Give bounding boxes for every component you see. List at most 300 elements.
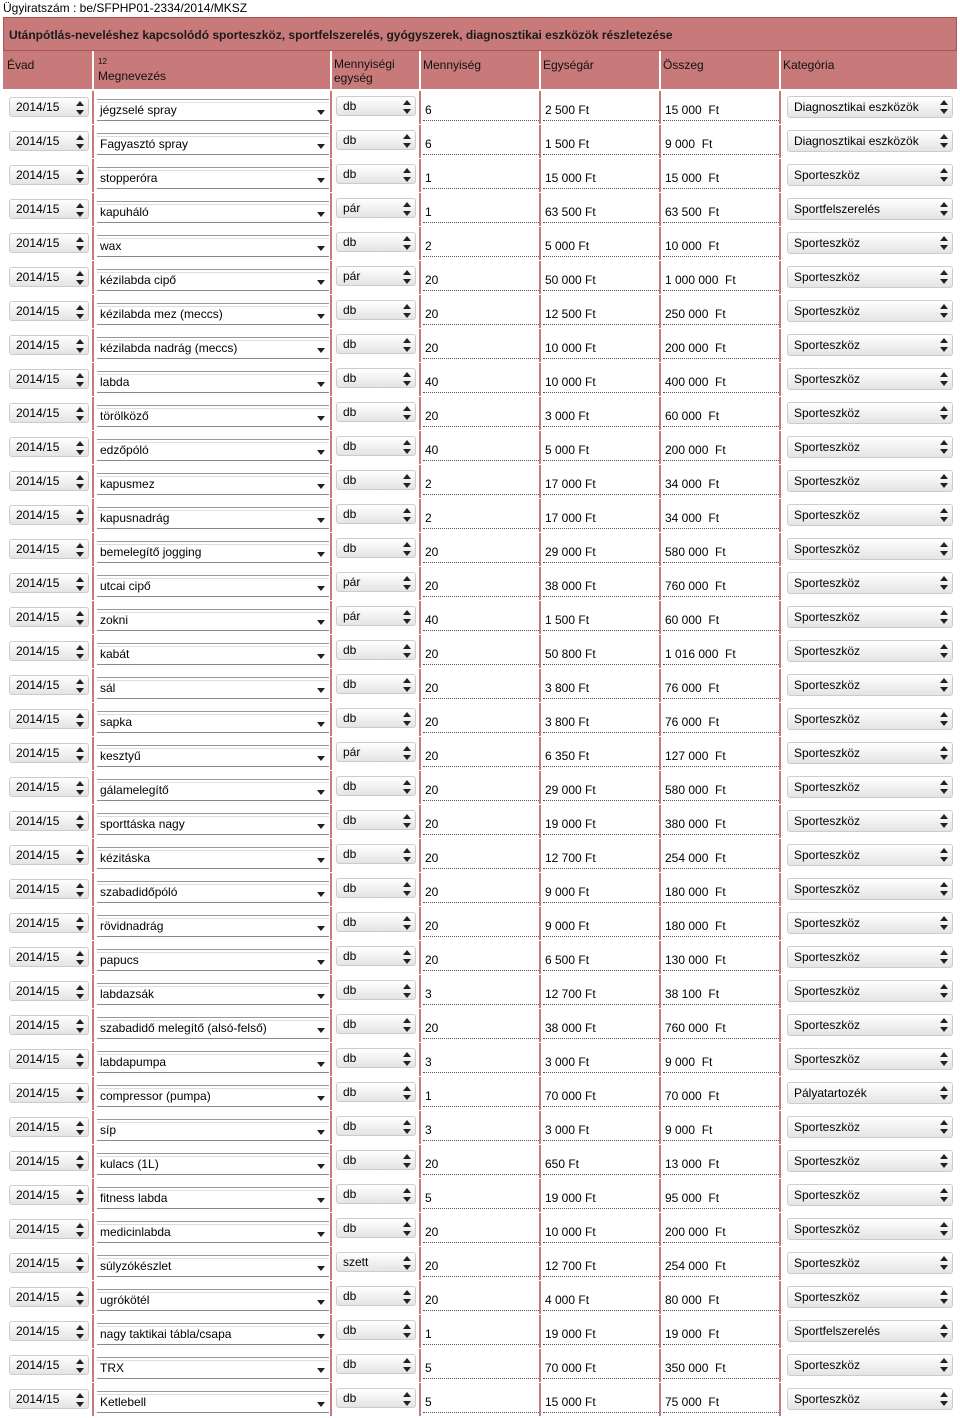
quantity-field[interactable]: 2 (423, 507, 539, 529)
unit-select[interactable]: db (336, 1218, 416, 1238)
category-select[interactable]: Sporteszköz (787, 572, 953, 594)
unit-select[interactable]: db (336, 1116, 416, 1136)
unit-select[interactable]: db (336, 300, 416, 320)
unit-price-field[interactable]: 3 000 Ft (543, 1119, 659, 1141)
unit-price-field[interactable]: 1 500 Ft (543, 133, 659, 155)
quantity-field[interactable]: 5 (423, 1187, 539, 1209)
quantity-field[interactable]: 20 (423, 881, 539, 903)
unit-price-field[interactable]: 650 Ft (543, 1153, 659, 1175)
unit-select[interactable]: db (336, 912, 416, 932)
category-select[interactable]: Sporteszköz (787, 1150, 953, 1172)
item-name-dropdown[interactable]: nagy taktikai tábla/csapa (97, 1323, 329, 1345)
item-name-dropdown[interactable]: törölköző (97, 405, 329, 427)
category-select[interactable]: Sporteszköz (787, 1184, 953, 1206)
item-name-dropdown[interactable]: kesztyű (97, 745, 329, 767)
season-select[interactable]: 2014/15 (9, 913, 89, 933)
unit-price-field[interactable]: 12 700 Ft (543, 1255, 659, 1277)
unit-price-field[interactable]: 4 000 Ft (543, 1289, 659, 1311)
unit-select[interactable]: db (336, 96, 416, 116)
unit-select[interactable]: szett (336, 1252, 416, 1272)
category-select[interactable]: Sporteszköz (787, 878, 953, 900)
unit-price-field[interactable]: 3 000 Ft (543, 405, 659, 427)
cell-name (94, 227, 332, 260)
unit-select[interactable]: pár (336, 742, 416, 762)
item-name-dropdown[interactable]: gálamelegítő (97, 779, 329, 801)
unit-select[interactable]: db (336, 334, 416, 354)
category-select[interactable]: Sporteszköz (787, 810, 953, 832)
quantity-field[interactable]: 20 (423, 677, 539, 699)
item-name-dropdown[interactable]: szabadidő melegítő (alsó-felső) (97, 1017, 329, 1039)
category-select[interactable]: Sporteszköz (787, 504, 953, 526)
unit-select[interactable]: db (336, 810, 416, 830)
cell-evad (3, 635, 94, 668)
cell-unit (332, 1315, 421, 1348)
season-select[interactable]: 2014/15 (9, 845, 89, 865)
unit-price-field[interactable]: 3 800 Ft (543, 677, 659, 699)
header-osszeg: Összeg (661, 51, 781, 89)
quantity-field[interactable]: 20 (423, 813, 539, 835)
unit-price-field[interactable]: 10 000 Ft (543, 337, 659, 359)
item-name-dropdown[interactable]: kézilabda cipő (97, 269, 329, 291)
category-select[interactable]: Sporteszköz (787, 300, 953, 322)
unit-select[interactable]: db (336, 1184, 416, 1204)
season-select[interactable]: 2014/15 (9, 97, 89, 117)
item-name-dropdown[interactable]: sál (97, 677, 329, 699)
cell-qty (421, 295, 541, 328)
cell-evad (3, 125, 94, 158)
unit-price-field[interactable]: 12 700 Ft (543, 983, 659, 1005)
unit-select[interactable]: db (336, 232, 416, 252)
season-select[interactable]: 2014/15 (9, 641, 89, 661)
unit-price-field[interactable]: 10 000 Ft (543, 371, 659, 393)
unit-select[interactable]: db (336, 844, 416, 864)
caret-down-icon (317, 1028, 325, 1033)
quantity-field[interactable]: 1 (423, 201, 539, 223)
season-select[interactable]: 2014/15 (9, 267, 89, 287)
total-field: 180 000 Ft (663, 915, 779, 937)
quantity-field[interactable]: 40 (423, 371, 539, 393)
season-select[interactable]: 2014/15 (9, 505, 89, 525)
category-select[interactable]: Sporteszköz (787, 232, 953, 254)
category-select[interactable]: Sporteszköz (787, 266, 953, 288)
unit-price-field[interactable]: 15 000 Ft (543, 167, 659, 189)
item-name-dropdown[interactable]: rövidnadrág (97, 915, 329, 937)
unit-price-field[interactable]: 38 000 Ft (543, 1017, 659, 1039)
cell-name (94, 465, 332, 498)
cell-price (541, 1145, 661, 1178)
item-name-dropdown[interactable]: kabát (97, 643, 329, 665)
unit-select[interactable]: db (336, 368, 416, 388)
category-select[interactable]: Sporteszköz (787, 1048, 953, 1070)
category-select[interactable]: Sporteszköz (787, 538, 953, 560)
item-name-dropdown[interactable]: wax (97, 235, 329, 257)
category-select[interactable]: Sporteszköz (787, 470, 953, 492)
cell-evad (3, 1349, 94, 1382)
quantity-field[interactable]: 2 (423, 473, 539, 495)
category-select[interactable]: Sporteszköz (787, 912, 953, 934)
unit-price-field[interactable]: 19 000 Ft (543, 813, 659, 835)
item-name-dropdown[interactable]: labdazsák (97, 983, 329, 1005)
unit-price-field[interactable]: 29 000 Ft (543, 779, 659, 801)
season-select[interactable]: 2014/15 (9, 811, 89, 831)
header-egysegar: Egységár (541, 51, 661, 89)
quantity-field[interactable]: 2 (423, 235, 539, 257)
quantity-field[interactable]: 20 (423, 1221, 539, 1243)
quantity-field[interactable]: 1 (423, 167, 539, 189)
quantity-field[interactable]: 20 (423, 575, 539, 597)
item-name-dropdown[interactable]: kapusmez (97, 473, 329, 495)
updown-arrows-icon (76, 849, 84, 863)
item-name-dropdown[interactable]: medicinlabda (97, 1221, 329, 1243)
quantity-field[interactable]: 20 (423, 541, 539, 563)
unit-price-field[interactable]: 19 000 Ft (543, 1187, 659, 1209)
caret-down-icon (317, 212, 325, 217)
category-select[interactable]: Sporteszköz (787, 1218, 953, 1240)
table-row (3, 328, 957, 362)
quantity-field[interactable]: 5 (423, 1357, 539, 1379)
category-select[interactable]: Sporteszköz (787, 368, 953, 390)
unit-price-field[interactable]: 2 500 Ft (543, 99, 659, 121)
season-select[interactable]: 2014/15 (9, 573, 89, 593)
unit-select[interactable]: db (336, 1354, 416, 1374)
unit-select[interactable]: db (336, 640, 416, 660)
category-select[interactable]: Sporteszköz (787, 674, 953, 696)
cell-evad (3, 329, 94, 362)
item-name-dropdown[interactable]: labdapumpa (97, 1051, 329, 1073)
category-select[interactable]: Sporteszköz (787, 606, 953, 628)
updown-arrows-icon (76, 407, 84, 421)
cell-category (781, 431, 957, 464)
quantity-field[interactable]: 20 (423, 745, 539, 767)
unit-select[interactable]: db (336, 1082, 416, 1102)
category-select[interactable]: Sporteszköz (787, 708, 953, 730)
quantity-field[interactable]: 20 (423, 915, 539, 937)
unit-select[interactable]: db (336, 130, 416, 150)
item-name-dropdown[interactable]: kapusnadrág (97, 507, 329, 529)
cell-name (94, 941, 332, 974)
caret-down-icon (317, 1096, 325, 1101)
unit-select[interactable]: db (336, 1048, 416, 1068)
cell-unit (332, 805, 421, 838)
unit-select[interactable]: db (336, 980, 416, 1000)
category-select[interactable]: Sporteszköz (787, 980, 953, 1002)
cell-evad (3, 567, 94, 600)
item-name-dropdown[interactable]: papucs (97, 949, 329, 971)
unit-price-field[interactable]: 70 000 Ft (543, 1085, 659, 1107)
season-select[interactable]: 2014/15 (9, 743, 89, 763)
item-name-dropdown[interactable]: TRX (97, 1357, 329, 1379)
season-select[interactable]: 2014/15 (9, 675, 89, 695)
item-name-dropdown[interactable]: Ketlebell (97, 1391, 329, 1413)
season-select[interactable]: 2014/15 (9, 777, 89, 797)
unit-select[interactable]: pár (336, 198, 416, 218)
category-select[interactable]: Diagnosztikai eszközök (787, 96, 953, 118)
unit-price-field[interactable]: 5 000 Ft (543, 439, 659, 461)
cell-category (781, 329, 957, 362)
item-name-dropdown[interactable]: sapka (97, 711, 329, 733)
category-select[interactable]: Diagnosztikai eszközök (787, 130, 953, 152)
cell-price (541, 1281, 661, 1314)
unit-select[interactable]: db (336, 538, 416, 558)
season-select[interactable]: 2014/15 (9, 981, 89, 1001)
quantity-field[interactable]: 1 (423, 1323, 539, 1345)
unit-price-field[interactable]: 17 000 Ft (543, 473, 659, 495)
item-name-dropdown[interactable]: stopperóra (97, 167, 329, 189)
item-name-dropdown[interactable]: kulacs (1L) (97, 1153, 329, 1175)
updown-arrows-icon (940, 916, 948, 930)
season-select[interactable]: 2014/15 (9, 1185, 89, 1205)
item-name-dropdown[interactable]: kapuháló (97, 201, 329, 223)
unit-select[interactable]: pár (336, 572, 416, 592)
item-name-dropdown[interactable]: súlyzókészlet (97, 1255, 329, 1277)
unit-price-field[interactable]: 17 000 Ft (543, 507, 659, 529)
item-name-dropdown[interactable]: edzőpóló (97, 439, 329, 461)
caret-down-icon (317, 1266, 325, 1271)
category-select[interactable]: Sporteszköz (787, 164, 953, 186)
cell-unit (332, 125, 421, 158)
season-select[interactable]: 2014/15 (9, 1015, 89, 1035)
unit-select[interactable]: db (336, 402, 416, 422)
season-select[interactable]: 2014/15 (9, 1117, 89, 1137)
quantity-field[interactable]: 6 (423, 99, 539, 121)
cell-qty (421, 1247, 541, 1280)
unit-price-field[interactable]: 10 000 Ft (543, 1221, 659, 1243)
category-select[interactable]: Sporteszköz (787, 334, 953, 356)
unit-price-field[interactable]: 38 000 Ft (543, 575, 659, 597)
quantity-field[interactable]: 40 (423, 609, 539, 631)
season-select[interactable]: 2014/15 (9, 199, 89, 219)
season-select[interactable]: 2014/15 (9, 165, 89, 185)
season-select[interactable]: 2014/15 (9, 437, 89, 457)
unit-price-field[interactable]: 1 500 Ft (543, 609, 659, 631)
unit-select[interactable]: db (336, 436, 416, 456)
cell-unit (332, 1145, 421, 1178)
item-name-dropdown[interactable]: Fagyasztó spray (97, 133, 329, 155)
item-name-dropdown[interactable]: szabadidőpóló (97, 881, 329, 903)
category-select[interactable]: Sporteszköz (787, 1116, 953, 1138)
item-name-dropdown[interactable]: jégzselé spray (97, 99, 329, 121)
season-select[interactable]: 2014/15 (9, 131, 89, 151)
quantity-field[interactable]: 1 (423, 1085, 539, 1107)
unit-price-field[interactable]: 5 000 Ft (543, 235, 659, 257)
cell-qty (421, 669, 541, 702)
unit-price-field[interactable]: 12 700 Ft (543, 847, 659, 869)
cell-qty (421, 567, 541, 600)
cell-category (781, 1213, 957, 1246)
unit-select[interactable]: db (336, 946, 416, 966)
category-select[interactable]: Sporteszköz (787, 402, 953, 424)
unit-price-field[interactable]: 6 500 Ft (543, 949, 659, 971)
unit-price-field[interactable]: 19 000 Ft (543, 1323, 659, 1345)
item-name-dropdown[interactable]: sporttáska nagy (97, 813, 329, 835)
season-select[interactable]: 2014/15 (9, 369, 89, 389)
caret-down-icon (317, 552, 325, 557)
unit-select[interactable]: db (336, 708, 416, 728)
caret-down-icon (317, 722, 325, 727)
category-select[interactable]: Sporteszköz (787, 1354, 953, 1376)
unit-select[interactable]: db (336, 1388, 416, 1408)
quantity-field[interactable]: 20 (423, 1017, 539, 1039)
category-select[interactable]: Sporteszköz (787, 1014, 953, 1036)
cell-total (661, 193, 781, 226)
quantity-field[interactable]: 3 (423, 1051, 539, 1073)
quantity-field[interactable]: 5 (423, 1391, 539, 1413)
category-select[interactable]: Sporteszköz (787, 436, 953, 458)
cell-unit (332, 635, 421, 668)
quantity-field[interactable]: 20 (423, 847, 539, 869)
category-select[interactable]: Sporteszköz (787, 946, 953, 968)
item-name-dropdown[interactable]: kézilabda mez (meccs) (97, 303, 329, 325)
quantity-field[interactable]: 6 (423, 133, 539, 155)
category-select[interactable]: Sporteszköz (787, 1286, 953, 1308)
category-select[interactable]: Sporteszköz (787, 640, 953, 662)
total-field: 254 000 Ft (663, 847, 779, 869)
cell-total (661, 1383, 781, 1416)
category-select[interactable]: Sporteszköz (787, 844, 953, 866)
unit-price-field[interactable]: 29 000 Ft (543, 541, 659, 563)
season-select[interactable]: 2014/15 (9, 539, 89, 559)
season-select[interactable]: 2014/15 (9, 607, 89, 627)
item-name-dropdown[interactable]: kézitáska (97, 847, 329, 869)
unit-price-field[interactable]: 15 000 Ft (543, 1391, 659, 1413)
unit-price-field[interactable]: 63 500 Ft (543, 201, 659, 223)
cell-total (661, 329, 781, 362)
item-name-dropdown[interactable]: labda (97, 371, 329, 393)
table-row (3, 974, 957, 1008)
updown-arrows-icon (940, 712, 948, 726)
item-name-dropdown[interactable]: bemelegítő jogging (97, 541, 329, 563)
unit-select[interactable]: db (336, 1150, 416, 1170)
season-select[interactable]: 2014/15 (9, 301, 89, 321)
quantity-field[interactable]: 20 (423, 779, 539, 801)
season-select[interactable]: 2014/15 (9, 1219, 89, 1239)
updown-arrows-icon (76, 883, 84, 897)
unit-select[interactable]: db (336, 164, 416, 184)
unit-select[interactable]: db (336, 1320, 416, 1340)
cell-evad (3, 533, 94, 566)
category-select[interactable]: Sportfelszerelés (787, 198, 953, 220)
unit-select[interactable]: db (336, 776, 416, 796)
unit-select[interactable]: db (336, 504, 416, 524)
document-id: Ügyiratszám : be/SFPHP01-2334/2014/MKSZ (3, 1, 248, 15)
category-select[interactable]: Sporteszköz (787, 1388, 953, 1410)
category-select[interactable]: Sporteszköz (787, 742, 953, 764)
updown-arrows-icon (403, 1324, 411, 1338)
item-name-dropdown[interactable]: síp (97, 1119, 329, 1141)
unit-price-field[interactable]: 9 000 Ft (543, 881, 659, 903)
item-name-dropdown[interactable]: zokni (97, 609, 329, 631)
quantity-field[interactable]: 20 (423, 1289, 539, 1311)
quantity-field[interactable]: 20 (423, 1255, 539, 1277)
unit-price-field[interactable]: 12 500 Ft (543, 303, 659, 325)
quantity-field[interactable]: 20 (423, 405, 539, 427)
season-select[interactable]: 2014/15 (9, 335, 89, 355)
quantity-field[interactable]: 40 (423, 439, 539, 461)
quantity-field[interactable]: 20 (423, 949, 539, 971)
item-name-dropdown[interactable]: kézilabda nadrág (meccs) (97, 337, 329, 359)
table-row (3, 294, 957, 328)
cell-name (94, 737, 332, 770)
quantity-field[interactable]: 3 (423, 983, 539, 1005)
season-select[interactable]: 2014/15 (9, 1389, 89, 1409)
unit-select[interactable]: db (336, 470, 416, 490)
unit-price-field[interactable]: 50 800 Ft (543, 643, 659, 665)
cell-name (94, 907, 332, 940)
category-select[interactable]: Pályatartozék (787, 1082, 953, 1104)
cell-price (541, 363, 661, 396)
unit-price-field[interactable]: 3 000 Ft (543, 1051, 659, 1073)
category-select[interactable]: Sportfelszerelés (787, 1320, 953, 1342)
unit-select[interactable]: pár (336, 606, 416, 626)
quantity-field[interactable]: 20 (423, 303, 539, 325)
category-select[interactable]: Sporteszköz (787, 1252, 953, 1274)
season-select[interactable]: 2014/15 (9, 1321, 89, 1341)
quantity-field[interactable]: 20 (423, 269, 539, 291)
cell-total (661, 907, 781, 940)
cell-unit (332, 499, 421, 532)
season-select[interactable]: 2014/15 (9, 1151, 89, 1171)
season-select[interactable]: 2014/15 (9, 403, 89, 423)
updown-arrows-icon (403, 1358, 411, 1372)
unit-price-field[interactable]: 70 000 Ft (543, 1357, 659, 1379)
cell-qty (421, 125, 541, 158)
caret-down-icon (317, 1198, 325, 1203)
unit-select[interactable]: db (336, 1014, 416, 1034)
item-name-dropdown[interactable]: utcai cipő (97, 575, 329, 597)
cell-category (781, 1247, 957, 1280)
updown-arrows-icon (403, 270, 411, 284)
quantity-field[interactable]: 20 (423, 337, 539, 359)
quantity-field[interactable]: 20 (423, 643, 539, 665)
cell-total (661, 261, 781, 294)
item-name-dropdown[interactable]: compressor (pumpa) (97, 1085, 329, 1107)
cell-category (781, 1111, 957, 1144)
cell-category (781, 907, 957, 940)
season-select[interactable]: 2014/15 (9, 471, 89, 491)
cell-category (781, 159, 957, 192)
season-select[interactable]: 2014/15 (9, 709, 89, 729)
season-select[interactable]: 2014/15 (9, 1253, 89, 1273)
season-select[interactable]: 2014/15 (9, 1355, 89, 1375)
item-name-dropdown[interactable]: fitness labda (97, 1187, 329, 1209)
unit-price-field[interactable]: 9 000 Ft (543, 915, 659, 937)
unit-select[interactable]: pár (336, 266, 416, 286)
unit-price-field[interactable]: 3 800 Ft (543, 711, 659, 733)
item-name-dropdown[interactable]: ugrókötél (97, 1289, 329, 1311)
season-select[interactable]: 2014/15 (9, 947, 89, 967)
updown-arrows-icon (940, 134, 948, 148)
season-select[interactable]: 2014/15 (9, 1049, 89, 1069)
quantity-field[interactable]: 3 (423, 1119, 539, 1141)
cell-qty (421, 601, 541, 634)
quantity-field[interactable]: 20 (423, 711, 539, 733)
updown-arrows-icon (76, 305, 84, 319)
unit-select[interactable]: db (336, 674, 416, 694)
season-select[interactable]: 2014/15 (9, 233, 89, 253)
category-select[interactable]: Sporteszköz (787, 776, 953, 798)
updown-arrows-icon (940, 270, 948, 284)
unit-select[interactable]: db (336, 1286, 416, 1306)
quantity-field[interactable]: 20 (423, 1153, 539, 1175)
season-select[interactable]: 2014/15 (9, 1083, 89, 1103)
season-select[interactable]: 2014/15 (9, 879, 89, 899)
unit-price-field[interactable]: 6 350 Ft (543, 745, 659, 767)
season-select[interactable]: 2014/15 (9, 1287, 89, 1307)
updown-arrows-icon (403, 644, 411, 658)
updown-arrows-icon (403, 1086, 411, 1100)
unit-select[interactable]: db (336, 878, 416, 898)
unit-price-field[interactable]: 50 000 Ft (543, 269, 659, 291)
